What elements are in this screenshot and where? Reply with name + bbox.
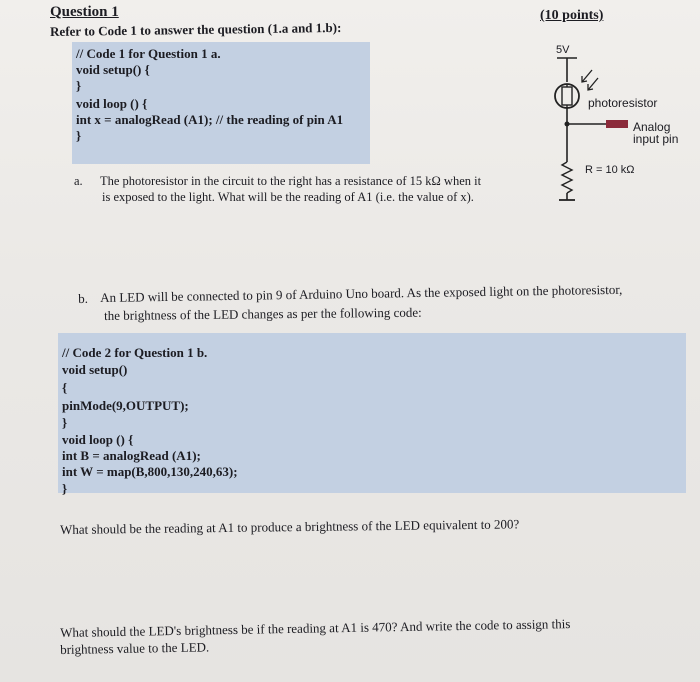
light-arrows-icon — [582, 70, 598, 90]
code1-line: } — [76, 128, 82, 143]
code2-line: } — [62, 481, 68, 496]
analog-input-label: Analog — [633, 120, 671, 134]
code1-box — [72, 42, 370, 164]
code2-line: int W = map(B,800,130,240,63); — [62, 464, 238, 479]
code1-line: // Code 1 for Question 1 a. — [76, 46, 221, 61]
resistor-label: R = 10 kΩ — [585, 164, 635, 176]
question-intro: Refer to Code 1 to answer the question (1.a and 1.b): — [50, 19, 342, 39]
supply-label: 5V — [556, 44, 570, 56]
question-title: Question 1 — [50, 4, 119, 20]
part-b-text-1: An LED will be connected to pin 9 of Arduino Uno board. As the exposed light on the photoresistor, — [100, 281, 623, 305]
code2-line: void loop () { — [62, 432, 134, 447]
part-b-text-2: the brightness of the LED changes as per the following code: — [104, 304, 422, 323]
code1-line: void setup() { — [76, 62, 150, 77]
code1-line: int x = analogRead (A1); // the reading of pin A1 — [76, 112, 344, 127]
code1-line: void loop () { — [76, 96, 148, 111]
code2-line: } — [62, 415, 68, 430]
resistor-symbol — [562, 162, 572, 193]
analog-pin-marker — [606, 120, 628, 128]
points-label: (10 points) — [540, 8, 604, 23]
photoresistor-label: photoresistor — [588, 96, 658, 110]
question-reading-470-1: What should the LED's brightness be if the reading at A1 is 470? And write the code to assign this — [60, 616, 571, 640]
question-brightness-200: What should be the reading at A1 to produce a brightness of the LED equivalent to 200? — [60, 516, 520, 537]
analog-input-label-2: input pin — [633, 132, 679, 146]
part-b-label: b. — [78, 290, 88, 306]
question-reading-470-2: brightness value to the LED. — [60, 639, 210, 657]
code2-line: pinMode(9,OUTPUT); — [62, 398, 189, 413]
code2-box — [58, 333, 686, 496]
part-a-label: a. — [74, 174, 83, 188]
code2-line: int B = analogRead (A1); — [62, 448, 201, 463]
code1-line: } — [76, 78, 82, 93]
code2-line: void setup() — [62, 362, 128, 377]
code2-line: { — [62, 380, 68, 395]
part-a-text-2: is exposed to the light. What will be the reading of A1 (i.e. the value of x). — [102, 190, 474, 204]
photoresistor-symbol — [555, 84, 579, 108]
code2-line: // Code 2 for Question 1 b. — [62, 345, 208, 360]
part-a-text-1: The photoresistor in the circuit to the right has a resistance of 15 kΩ when it — [100, 174, 482, 188]
